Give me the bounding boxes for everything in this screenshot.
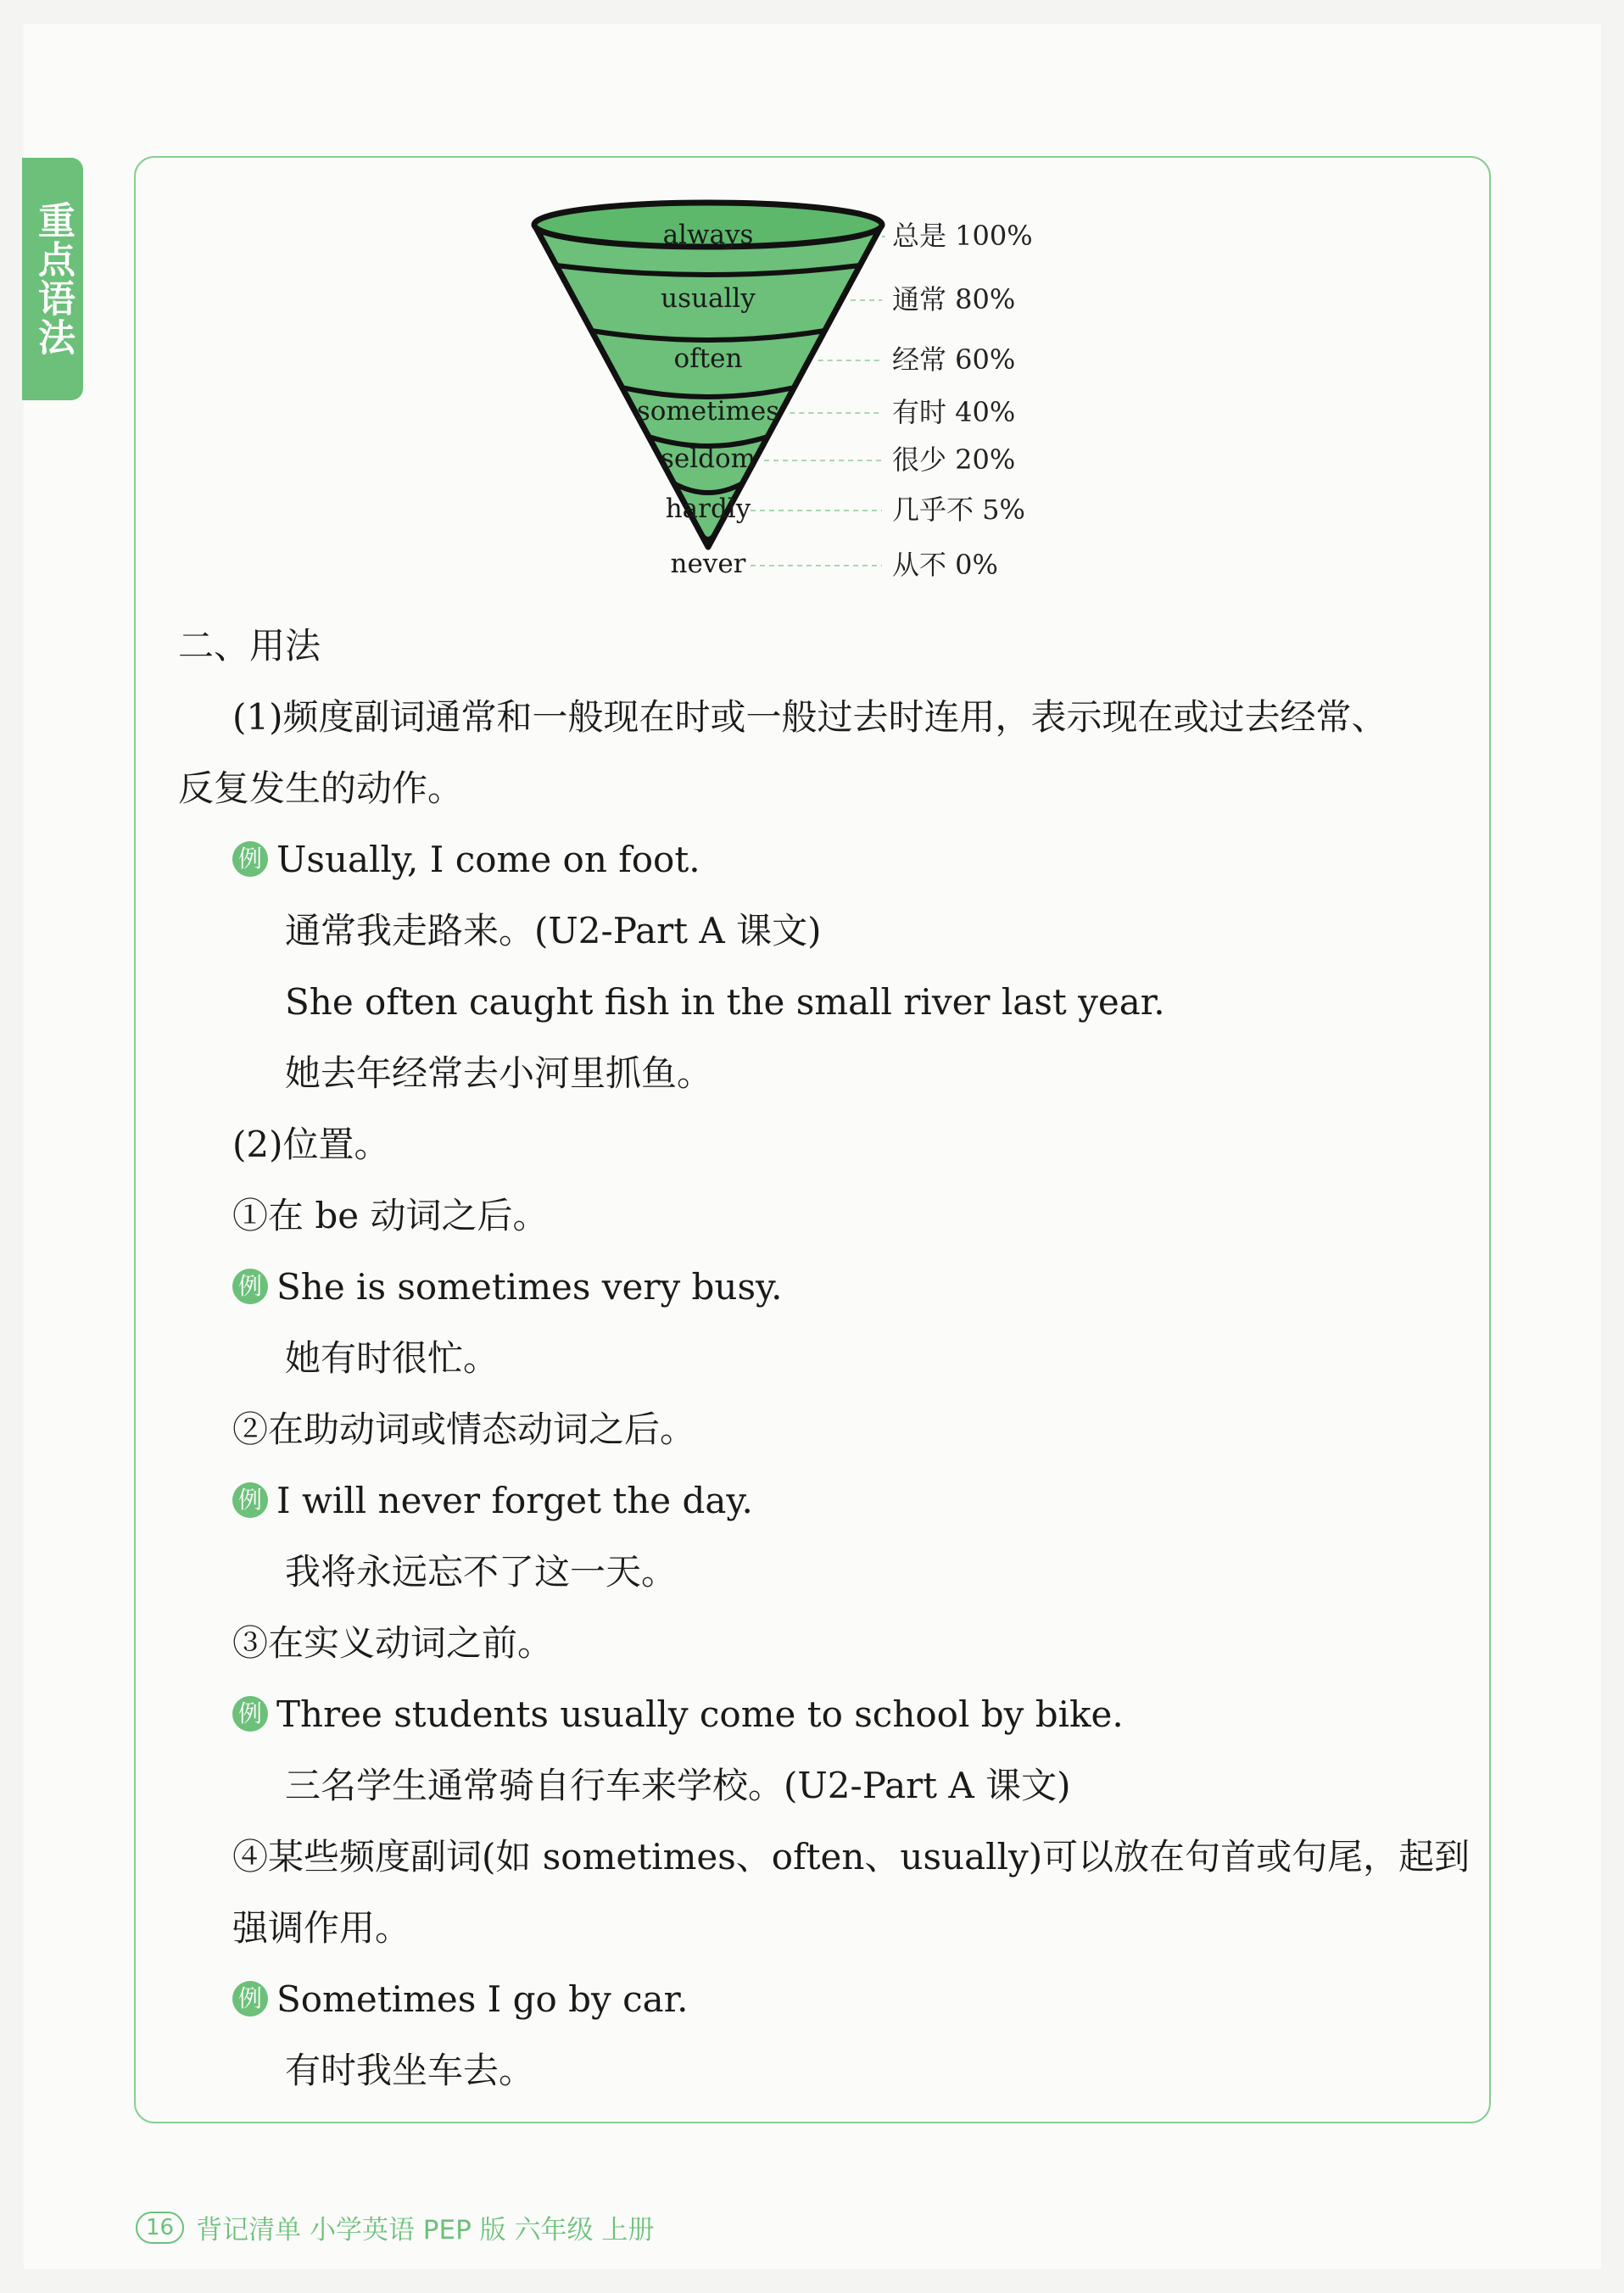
- funnel-meaning-hardly: 几乎不 5%: [892, 494, 1025, 526]
- funnel-svg: [526, 191, 1085, 589]
- funnel-meaning-usually: 通常 80%: [892, 283, 1016, 315]
- position-rule-1: ①在 be 动词之后。: [232, 1195, 549, 1236]
- footer-text: 背记清单 小学英语 PEP 版 六年级 上册: [196, 2215, 655, 2246]
- example-6-english: [178, 1964, 1450, 2035]
- example-6-text: Sometimes I go by car.: [276, 1978, 689, 2020]
- example-1-text: Usually, I come on foot.: [276, 839, 700, 880]
- example-4-english: [178, 1465, 1450, 1537]
- example-5-text: Three students usually come to school by bike.: [276, 1693, 1124, 1735]
- page-number: 16: [136, 2212, 184, 2244]
- example-5-english: [178, 1679, 1450, 1750]
- funnel-meaning-sometimes: 有时 40%: [892, 396, 1016, 428]
- usage-2-title: (2)位置。: [232, 1124, 390, 1165]
- frequency-funnel-diagram: [526, 191, 1085, 589]
- funnel-word-seldom: seldom: [660, 444, 756, 474]
- usage-1-line-1: (1)频度副词通常和一般现在时或一般过去时连用，表示现在或过去经常、: [232, 696, 1387, 738]
- example-2-chinese: 她去年经常去小河里抓鱼。: [285, 1052, 713, 1094]
- example-icon: 例: [232, 841, 268, 877]
- example-icon: 例: [232, 1981, 268, 2017]
- usage-1-line-2: 反复发生的动作。: [178, 767, 464, 809]
- example-3-english: [178, 1252, 1450, 1323]
- position-rule-4-line-2: 强调作用。: [232, 1907, 411, 1949]
- funnel-word-often: often: [673, 343, 743, 374]
- example-2-english: She often caught fish in the small river last year.: [285, 981, 1165, 1023]
- funnel-meaning-never: 从不 0%: [892, 549, 998, 581]
- funnel-word-usually: usually: [661, 283, 756, 314]
- example-icon: 例: [232, 1696, 268, 1732]
- example-4-text: I will never forget the day.: [276, 1480, 753, 1521]
- funnel-word-never: never: [670, 549, 746, 579]
- example-1-english: [178, 824, 1450, 895]
- funnel-meaning-often: 经常 60%: [892, 343, 1016, 376]
- example-6-chinese: 有时我坐车去。: [285, 2050, 535, 2091]
- section-title: 二、用法: [178, 625, 321, 667]
- example-4-chinese: 我将永远忘不了这一天。: [285, 1551, 678, 1593]
- funnel-meaning-seldom: 很少 20%: [892, 444, 1016, 476]
- funnel-word-hardly: hardly: [665, 494, 751, 524]
- position-rule-3: ③在实义动词之前。: [232, 1622, 554, 1664]
- example-5-chinese: 三名学生通常骑自行车来学校。(U2-Part A 课文): [285, 1765, 1071, 1806]
- funnel-word-sometimes: sometimes: [636, 396, 780, 427]
- position-rule-4-line-1: ④某些频度副词(如 sometimes、often、usually)可以放在句首或句尾，起到: [232, 1836, 1471, 1877]
- funnel-word-always: always: [662, 220, 754, 250]
- example-1-chinese: 通常我走路来。(U2-Part A 课文): [285, 910, 822, 951]
- example-icon: 例: [232, 1482, 268, 1518]
- section-side-tab: 重点语法: [22, 158, 83, 400]
- page-footer: [136, 2208, 654, 2246]
- usage-section: [178, 611, 1471, 2106]
- example-3-text: She is sometimes very busy.: [276, 1266, 783, 1308]
- example-icon: 例: [232, 1269, 268, 1304]
- funnel-meaning-always: 总是 100%: [892, 220, 1033, 252]
- position-rule-2: ②在助动词或情态动词之后。: [232, 1409, 696, 1450]
- example-3-chinese: 她有时很忙。: [285, 1337, 499, 1379]
